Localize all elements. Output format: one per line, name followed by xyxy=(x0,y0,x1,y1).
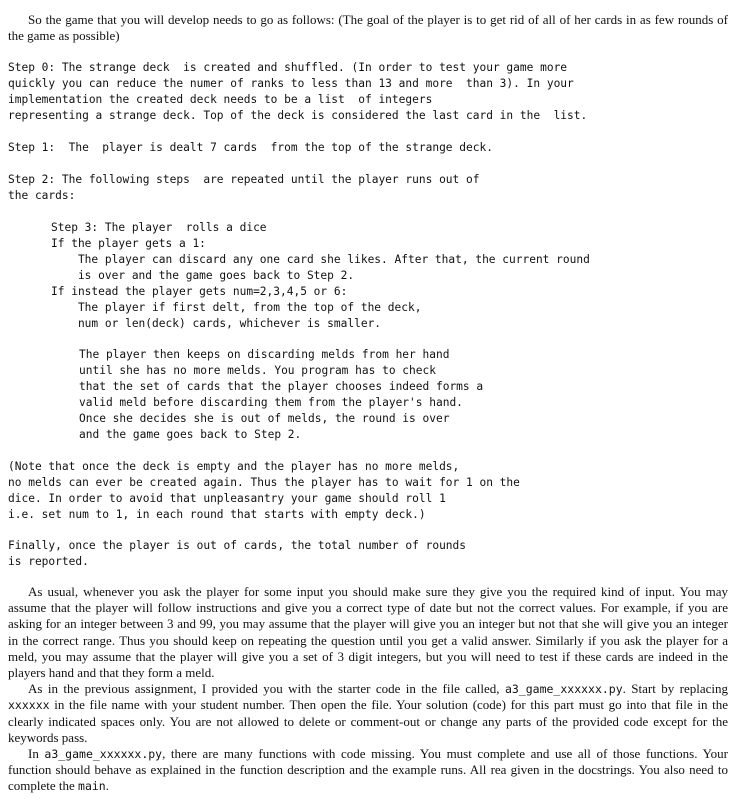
step-1-block: Step 1: The player is dealt 7 cards from the top of the strange deck. xyxy=(8,141,493,154)
note-block: (Note that once the deck is empty and the player has no more melds, no melds can ever be created again. Thus the player has to wait for 1 on the dice. In order to avoid that unpleasantry your game should roll 1 i.e. set num to 1, in each round that starts with empty deck.) xyxy=(8,460,520,521)
step-0-block: Step 0: The strange deck is created and shuffled. (In order to test your game more quickly you can reduce the numer of ranks to less than 13 and more than 3). In your implementation the created deck needs to be a list of integers representing a strange deck. Top of the deck is considered the last card in the list. xyxy=(8,61,588,122)
main-function-name: main xyxy=(78,779,106,794)
intro-text: So the game that you will develop needs to go as follows: (The goal of the player is to get rid of all of her cards in as few rounds of the game as possible) xyxy=(8,12,728,44)
starter-code-text-b: . Start by replacing xyxy=(622,681,729,697)
melds-block: The player then keeps on discarding melds from her hand until she has no more melds. You program has to check that the set of cards that the player chooses indeed forms a valid meld before discarding them from the player's hand. Once she decides she is out of melds, the round is over and the game goes back to Step 2. xyxy=(79,348,484,441)
step-2-block: Step 2: The following steps are repeated until the player runs out of the cards: xyxy=(8,173,480,202)
functions-text-b: , there are many functions with code missing. You must complete and use all of those functions. Your function should behave as explained in the function description and the example runs. All rea given in the docstrings. You also need to complete the xyxy=(8,746,728,794)
finally-block: Finally, once the player is out of cards, the total number of rounds is reported. xyxy=(8,539,467,568)
starter-code-text-a: As in the previous assignment, I provided you with the starter code in the file called, xyxy=(28,681,505,697)
starter-code-paragraph xyxy=(8,681,728,746)
game-file-name: a3_game_xxxxxx.py xyxy=(44,747,163,762)
input-validation-paragraph: As usual, whenever you ask the player for some input you should make sure they give you the required kind of input. You may assume that the player will follow instructions and give you a correct type of date but not the correct values. For example, if you are asking for an integer between 3 and 99, you may assume that the player will give you an integer but not that she will give you an integer in the correct range. Thus you should keep on repeating the question until you get a valid answer. Similarly if you ask the player for a meld, you may assume that the player will give you a set of 3 digit integers, but you will need to test if these cards are indeed in the players hand and that they form a meld. xyxy=(8,584,728,681)
starter-code-text-c: in the file name with your student number. Then open the file. Your solution (code) for this part must go into that file in the clearly indicated spaces only. You are not allowed to delete or comment-out or change any parts of the provided code except for the keywords pass. xyxy=(8,697,728,745)
starter-file-name: a3_game_xxxxxx.py xyxy=(504,682,623,697)
functions-paragraph xyxy=(8,746,728,795)
step-3-block: Step 3: The player rolls a dice If the player gets a 1: The player can discard any one card she likes. After that, the current round is over and the game goes back to Step 2. If instead the player gets num=2,3,4,5 or 6: The player if first delt, from the top of the deck, num or len(deck) cards, whichever is smaller. xyxy=(51,221,590,330)
intro-paragraph xyxy=(8,12,728,44)
functions-text-c: . xyxy=(105,778,109,794)
student-number-placeholder: xxxxxx xyxy=(8,698,50,713)
functions-text-a: In xyxy=(28,746,45,762)
instructions-section xyxy=(8,584,728,795)
